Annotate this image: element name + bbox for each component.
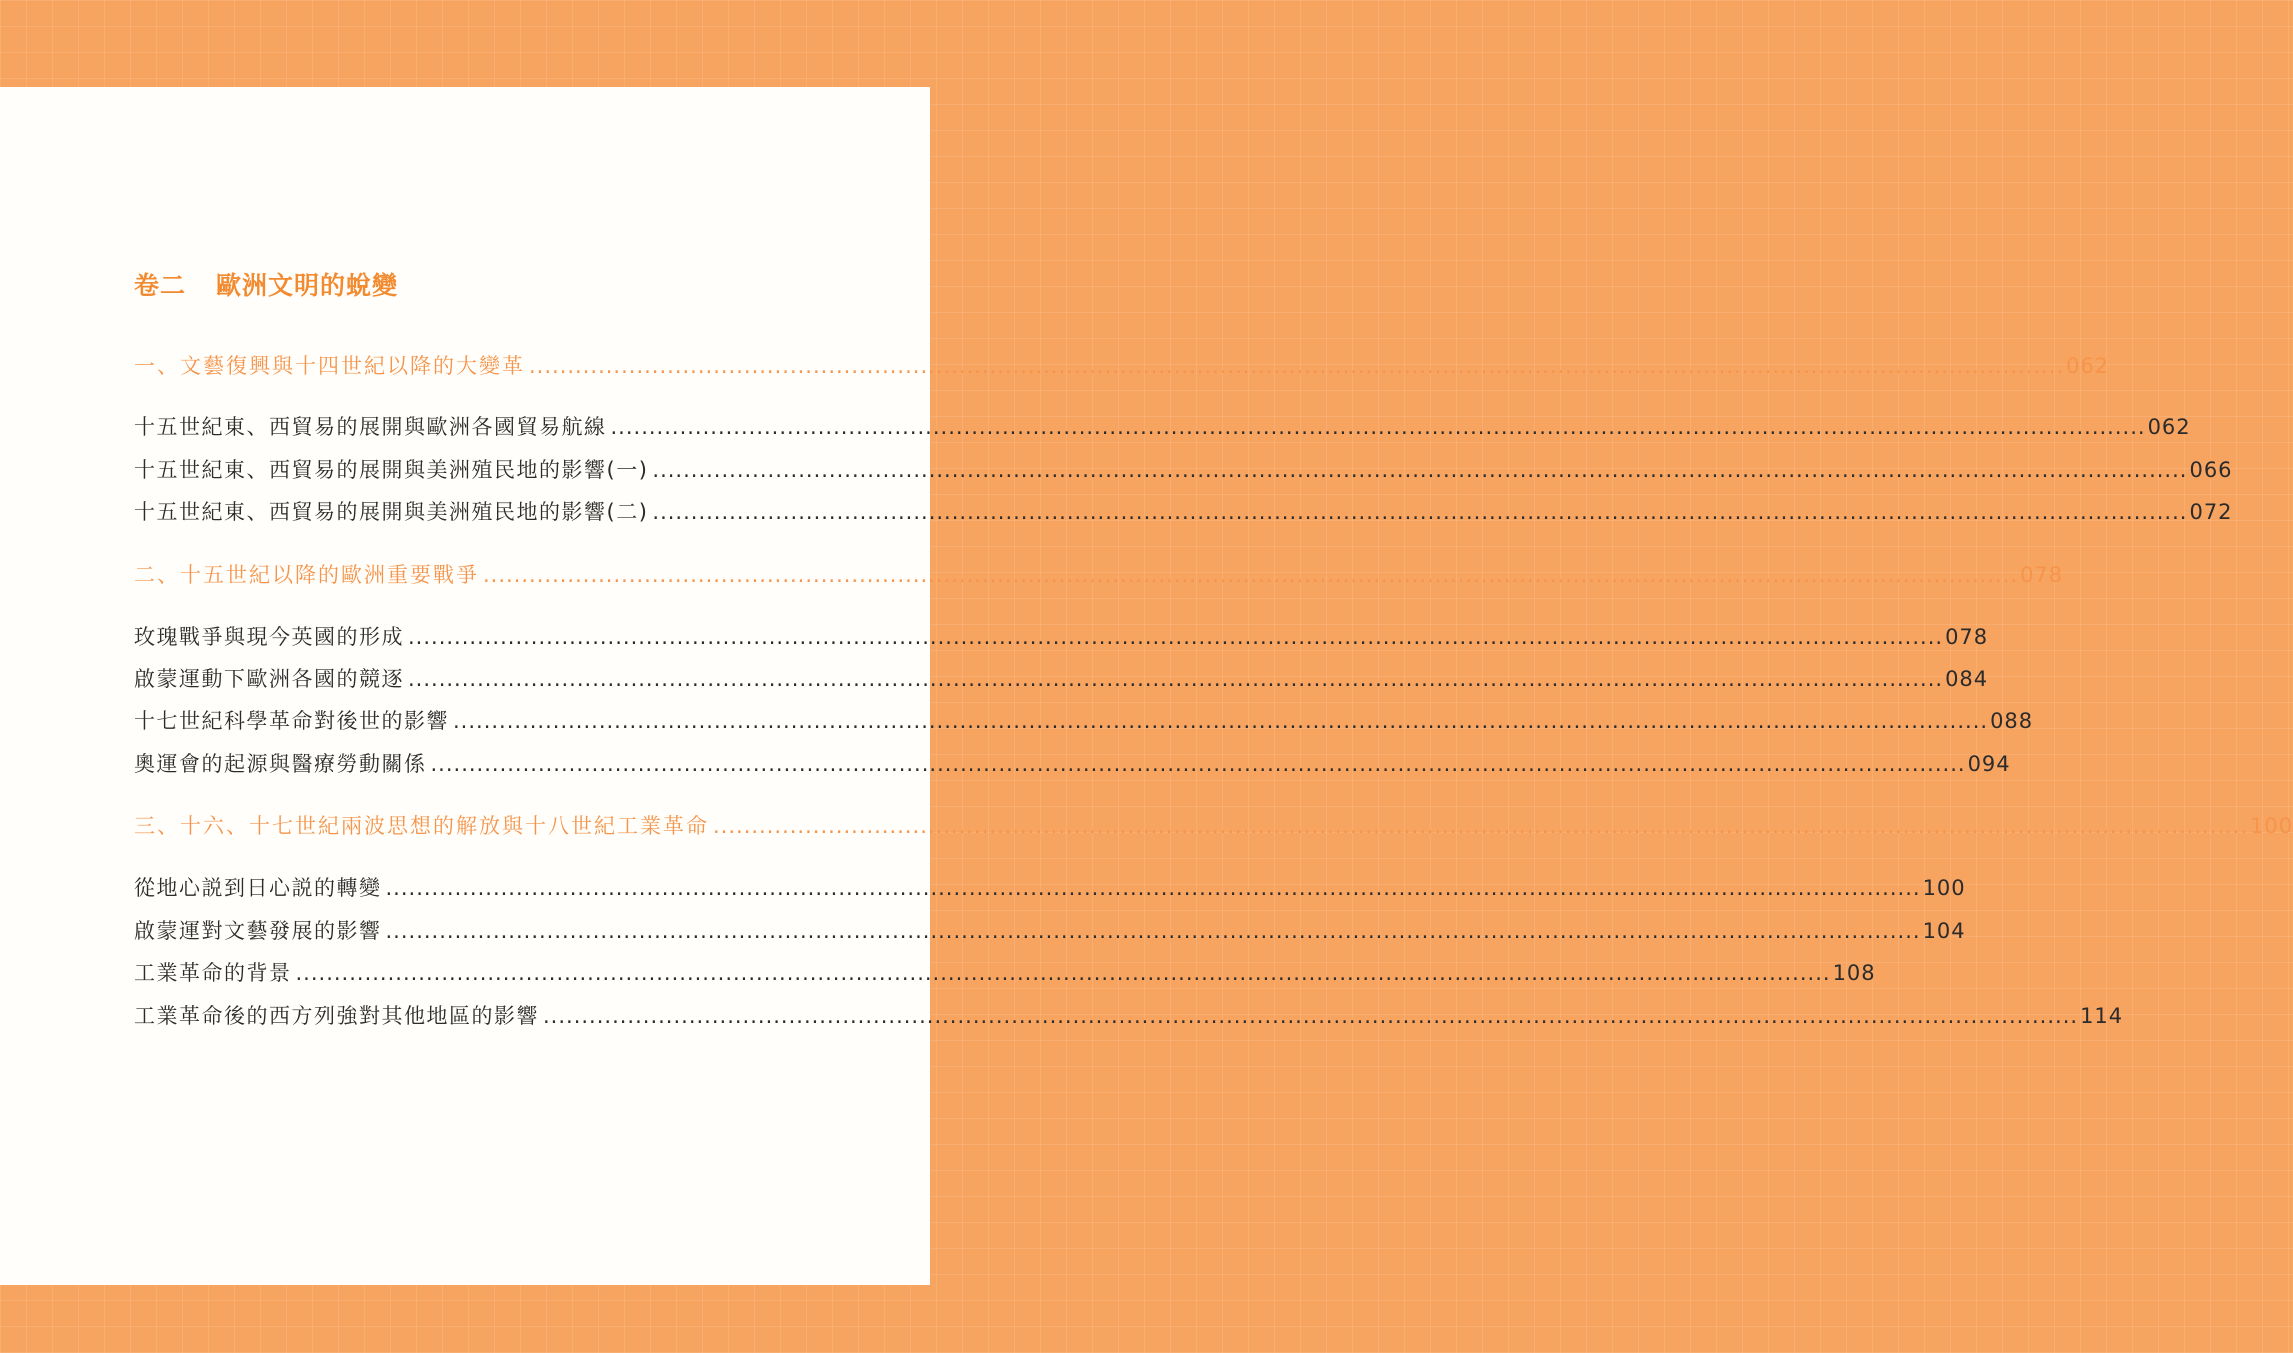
entry-page-number: 084 xyxy=(1945,667,1989,691)
dot-leader: ........................................................................................................................................................................................................ xyxy=(385,876,1921,900)
entry-title: 十七世紀科學革命對後世的影響 xyxy=(134,709,449,733)
chapter-page-number: 100 xyxy=(2250,814,2293,838)
toc-entry[interactable] xyxy=(134,621,1989,651)
dot-leader: ........................................................................................................................................................................................................ xyxy=(713,814,2249,838)
entry-page-number: 100 xyxy=(1922,876,1966,900)
toc-entry[interactable] xyxy=(134,496,2233,526)
entry-page-number: 078 xyxy=(1945,625,1989,649)
toc-entry[interactable] xyxy=(134,957,1876,987)
toc-chapter[interactable] xyxy=(134,810,2293,840)
entry-page-number: 072 xyxy=(2189,500,2233,524)
toc-entry[interactable] xyxy=(134,663,1989,693)
entry-page-number: 066 xyxy=(2189,458,2233,482)
volume-name: 歐洲文明的蛻變 xyxy=(216,271,399,300)
chapter-title: 三、十六、十七世紀兩波思想的解放與十八世紀工業革命 xyxy=(134,814,709,838)
dot-leader: ........................................................................................................................................................................................................ xyxy=(408,625,1944,649)
chapter-title: 二、十五世紀以降的歐洲重要戰爭 xyxy=(134,563,479,587)
dot-leader: ........................................................................................................................................................................................................ xyxy=(652,500,2188,524)
entry-title: 十五世紀東、西貿易的展開與美洲殖民地的影響(一) xyxy=(134,458,649,482)
entry-page-number: 062 xyxy=(2147,415,2191,439)
entry-title: 十五世紀東、西貿易的展開與歐洲各國貿易航線 xyxy=(134,415,607,439)
chapter-page-number: 062 xyxy=(2066,354,2110,378)
entry-title: 奧運會的起源與醫療勞動關係 xyxy=(134,752,427,776)
dot-leader: ........................................................................................................................................................................................................ xyxy=(295,961,1831,985)
entry-title: 工業革命後的西方列強對其他地區的影響 xyxy=(134,1004,539,1028)
chapter-page-number: 078 xyxy=(2020,563,2064,587)
toc-chapter[interactable] xyxy=(134,350,2110,380)
entry-page-number: 094 xyxy=(1967,752,2011,776)
toc-entry[interactable] xyxy=(134,454,2233,484)
dot-leader: ........................................................................................................................................................................................................ xyxy=(430,752,1966,776)
toc-entry[interactable] xyxy=(134,748,2011,778)
entry-title: 工業革命的背景 xyxy=(134,961,292,985)
volume-title xyxy=(134,266,398,302)
toc-entry[interactable] xyxy=(134,1000,2124,1030)
entry-page-number: 104 xyxy=(1922,919,1966,943)
dot-leader: ........................................................................................................................................................................................................ xyxy=(483,563,2019,587)
chapter-title: 一、文藝復興與十四世紀以降的大變革 xyxy=(134,354,525,378)
dot-leader: ........................................................................................................................................................................................................ xyxy=(453,709,1989,733)
entry-page-number: 108 xyxy=(1832,961,1876,985)
entry-title: 從地心説到日心説的轉變 xyxy=(134,876,382,900)
dot-leader: ........................................................................................................................................................................................................ xyxy=(529,354,2065,378)
toc-chapter[interactable] xyxy=(134,559,2064,589)
dot-leader: ........................................................................................................................................................................................................ xyxy=(408,667,1944,691)
toc-entry[interactable] xyxy=(134,705,2034,735)
entry-page-number: 114 xyxy=(2080,1004,2124,1028)
entry-title: 啟蒙運動下歐洲各國的競逐 xyxy=(134,667,404,691)
toc-entry[interactable] xyxy=(134,872,1966,902)
dot-leader: ........................................................................................................................................................................................................ xyxy=(543,1004,2079,1028)
entry-page-number: 088 xyxy=(1990,709,2034,733)
toc-entry[interactable] xyxy=(134,411,2191,441)
dot-leader: ........................................................................................................................................................................................................ xyxy=(385,919,1921,943)
dot-leader: ........................................................................................................................................................................................................ xyxy=(652,458,2188,482)
toc-entry[interactable] xyxy=(134,915,1966,945)
volume-label: 卷二 xyxy=(134,271,187,300)
entry-title: 十五世紀東、西貿易的展開與美洲殖民地的影響(二) xyxy=(134,500,649,524)
entry-title: 玫瑰戰爭與現今英國的形成 xyxy=(134,625,404,649)
dot-leader: ........................................................................................................................................................................................................ xyxy=(610,415,2146,439)
entry-title: 啟蒙運對文藝發展的影響 xyxy=(134,919,382,943)
